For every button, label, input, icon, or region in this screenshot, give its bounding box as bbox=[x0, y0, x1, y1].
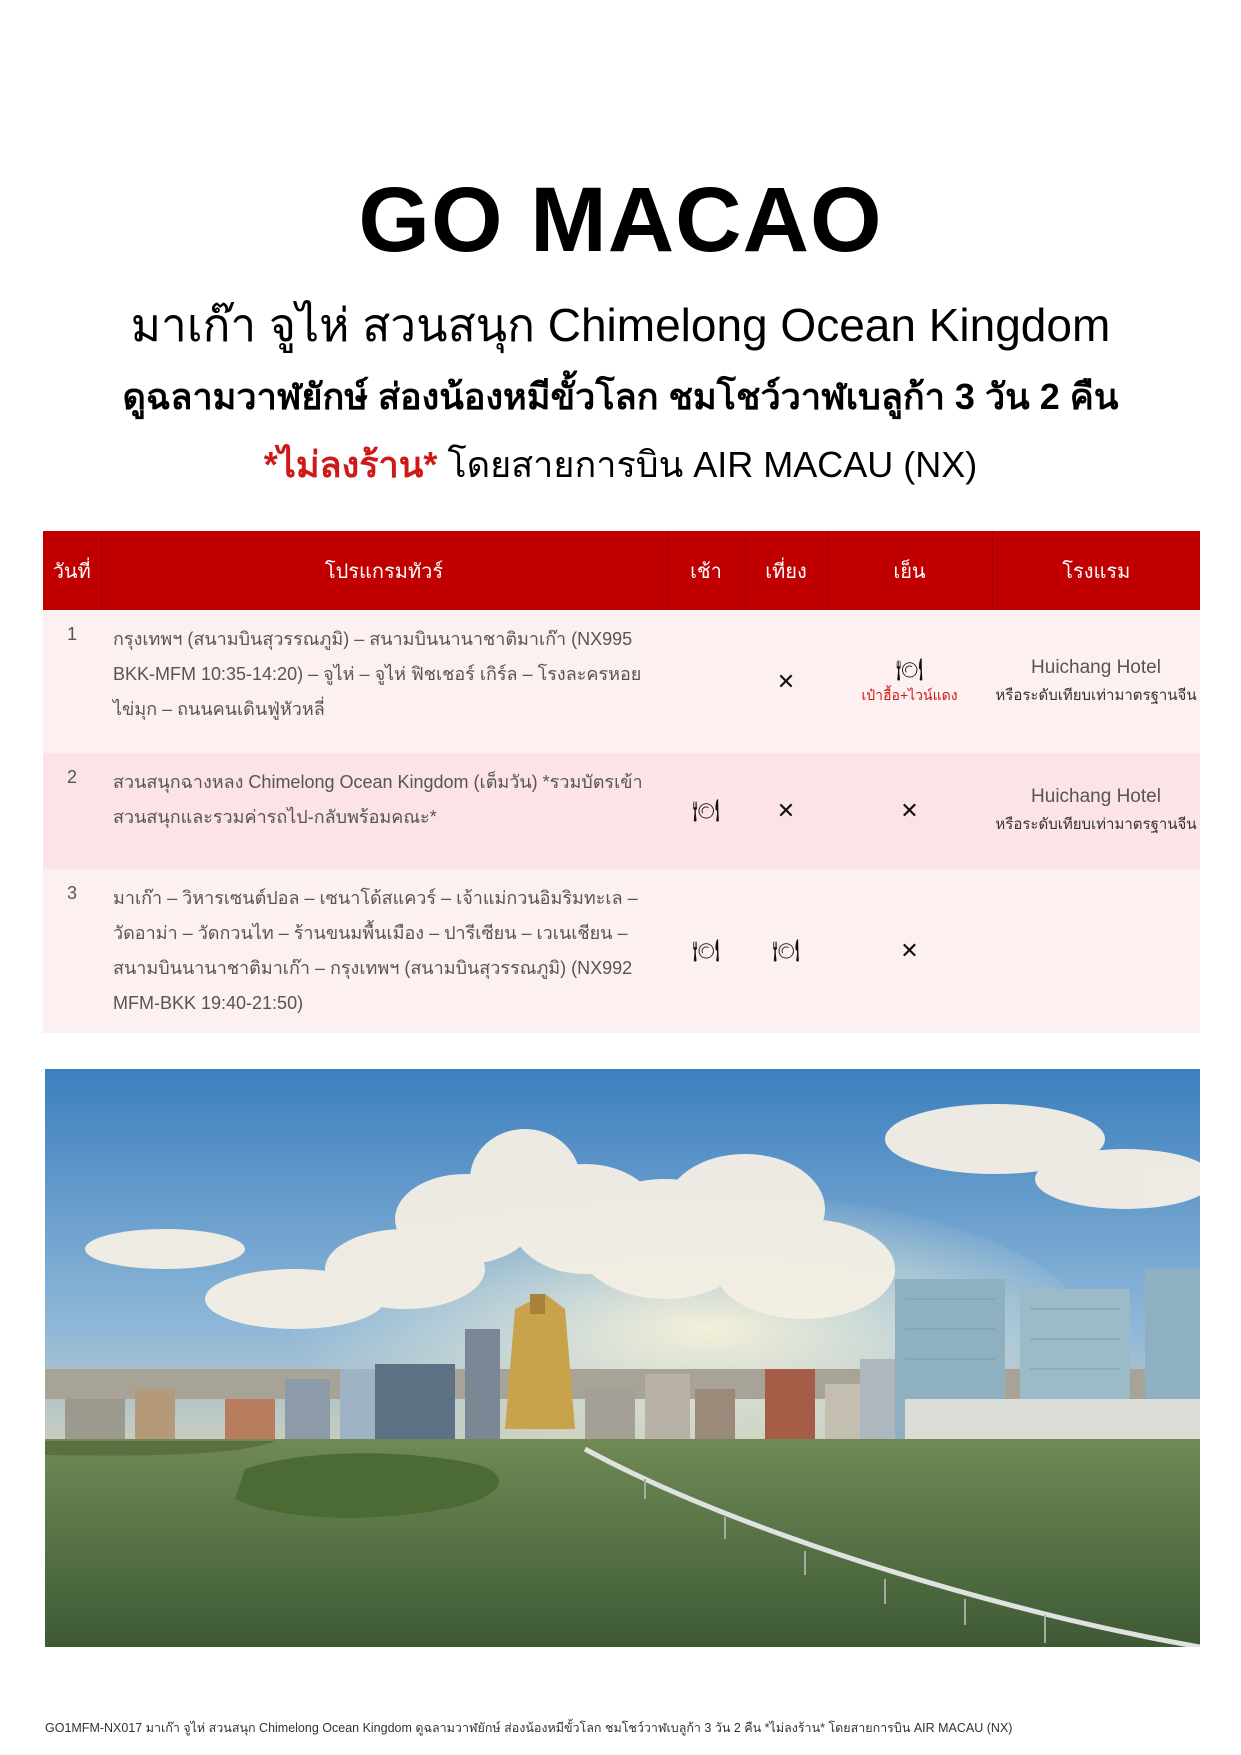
row-breakfast bbox=[667, 869, 745, 1033]
itinerary-table bbox=[43, 531, 1200, 1033]
footer-text: GO1MFM-NX017 มาเก๊า จูไห่ สวนสนุก Chimelong Ocean Kingdom ดูฉลามวาฬยักษ์ ส่องน้องหมีขั้วโลก ชมโชว์วาฬเบลูก้า 3 วัน 2 คืน *ไม่ลงร้าน* โดยสายการบิน AIR MACAU (NX) bbox=[45, 1721, 1013, 1735]
header-program: โปรแกรมทัวร์ bbox=[101, 531, 667, 610]
tour-subtitle-2: ดูฉลามวาฬยักษ์ ส่องน้องหมีขั้วโลก ชมโชว์วาฬเบลูก้า 3 วัน 2 คืน bbox=[122, 376, 1119, 417]
row-hotel bbox=[992, 753, 1200, 869]
table-header-row bbox=[43, 531, 1200, 610]
row-program: กรุงเทพฯ (สนามบินสุวรรณภูมิ) – สนามบินนานาชาติมาเก๊า (NX995 BKK-MFM 10:35-14:20) – จูไห่ – จูไห่ ฟิชเชอร์ เกิร์ล – โรงละครหอยไข่มุก – ถนนคนเดินฟู่หัวหลี่ bbox=[101, 610, 667, 753]
meal-icon: 🍽 bbox=[692, 798, 720, 823]
hotel-note: หรือระดับเทียบเท่ามาตรฐานจีน bbox=[995, 816, 1197, 833]
header-dinner: เย็น bbox=[827, 531, 992, 610]
row-hotel bbox=[992, 869, 1200, 1033]
header-day: วันที่ bbox=[43, 531, 101, 610]
no-meal-icon: ✕ bbox=[776, 668, 796, 694]
header-hotel: โรงแรม bbox=[992, 531, 1200, 610]
no-meal-icon: ✕ bbox=[776, 798, 796, 823]
row-dinner bbox=[827, 869, 992, 1033]
hotel-name: Huichang Hotel bbox=[1031, 786, 1161, 807]
row-day: 2 bbox=[43, 753, 101, 869]
meal-icon: 🍽 bbox=[772, 938, 800, 963]
tour-subtitle-3 bbox=[0, 440, 1241, 490]
row-program: มาเก๊า – วิหารเซนต์ปอล – เซนาโด้สแควร์ – เจ้าแม่กวนอิมริมทะเล – วัดอาม่า – วัดกวนไท – ร้านขนมพื้นเมือง – ปารีเซียน – เวเนเชียน – สนามบินนานาชาติมาเก๊า – กรุงเทพฯ (สนามบินสุวรรณภูมิ) (NX992 MFM-BKK 19:40-21:50) bbox=[101, 869, 667, 1033]
table-row bbox=[43, 869, 1200, 1033]
table-row bbox=[43, 610, 1200, 753]
row-lunch bbox=[745, 869, 827, 1033]
row-program: สวนสนุกฉางหลง Chimelong Ocean Kingdom (เต็มวัน) *รวมบัตรเข้าสวนสนุกและรวมค่ารถไป-กลับพร้อมคณะ* bbox=[101, 753, 667, 869]
no-shopping-highlight: *ไม่ลงร้าน* bbox=[263, 444, 438, 485]
no-meal-icon: ✕ bbox=[900, 938, 919, 963]
macau-skyline-photo bbox=[45, 1069, 1200, 1647]
hotel-name: Huichang Hotel bbox=[1031, 656, 1161, 678]
hotel-note: หรือระดับเทียบเท่ามาตรฐานจีน bbox=[995, 686, 1197, 704]
tour-title: GO MACAO bbox=[358, 169, 883, 271]
row-hotel bbox=[992, 610, 1200, 753]
meal-icon: 🍽 bbox=[692, 938, 720, 963]
header-breakfast: เช้า bbox=[667, 531, 745, 610]
meal-icon: 🍽 bbox=[895, 656, 924, 682]
row-day: 1 bbox=[43, 610, 101, 753]
dinner-note: เป๋าฮื้อ+ไวน์แดง bbox=[861, 686, 958, 703]
row-dinner bbox=[827, 753, 992, 869]
tour-subtitle-1: มาเก๊า จูไห่ สวนสนุก Chimelong Ocean Kingdom bbox=[130, 299, 1111, 351]
table-row bbox=[43, 753, 1200, 869]
row-breakfast bbox=[667, 753, 745, 869]
row-dinner bbox=[827, 610, 992, 753]
row-day: 3 bbox=[43, 869, 101, 1033]
row-lunch bbox=[745, 610, 827, 753]
airline-text: โดยสายการบิน AIR MACAU (NX) bbox=[437, 444, 978, 485]
row-breakfast bbox=[667, 610, 745, 753]
header-lunch: เที่ยง bbox=[745, 531, 827, 610]
row-lunch bbox=[745, 753, 827, 869]
no-meal-icon: ✕ bbox=[900, 798, 919, 823]
